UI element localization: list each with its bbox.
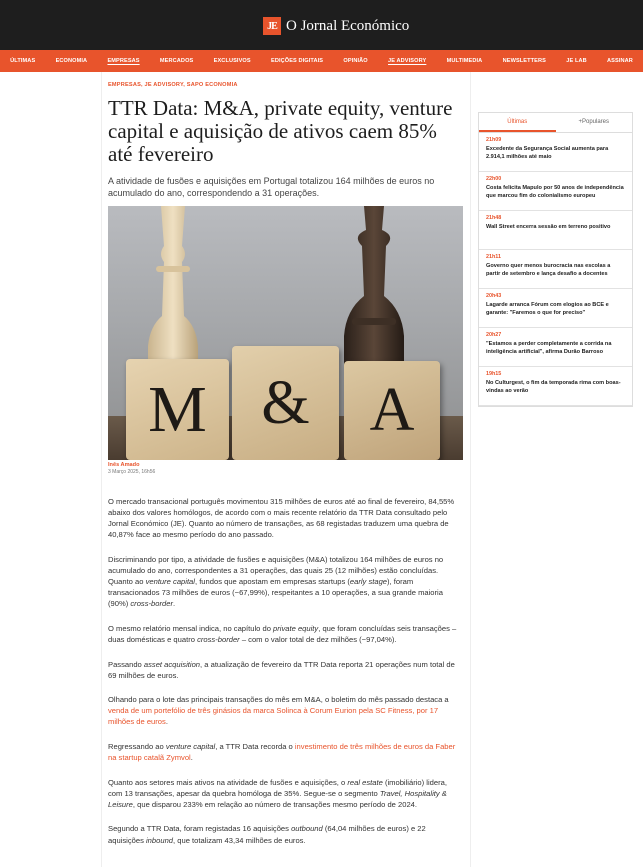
article [108, 78, 463, 859]
sidebar-tabs [478, 112, 633, 133]
article-paragraph: Segundo a TTR Data, foram registadas 16 aquisições outbound (64,04 milhões de euros) e 22 aquisições inbound, que totalizam 43,34 milhões de euros. [108, 824, 426, 845]
news-headline[interactable]: Costa felicita Mapulo por 50 anos de independência que marcou fim do colonialismo europeu [486, 185, 624, 199]
nav-item-economia[interactable]: ECONOMIA [55, 58, 88, 64]
zymvol-investment-link[interactable]: investimento de três milhões de euros da Faber na startup catalã Zymvol [108, 742, 456, 763]
tab-ultimas[interactable]: Últimas [479, 113, 556, 132]
nav-item-multimedia[interactable]: MULTIMEDIA [446, 58, 483, 64]
news-headline[interactable]: No Culturgest, o fim da temporada rima com boas-vindas ao verão [486, 380, 621, 394]
wooden-cube-m: M [126, 359, 229, 460]
article-author[interactable]: Inês Amado [108, 462, 140, 468]
list-item[interactable] [479, 328, 632, 367]
nav-item-newsletters[interactable]: NEWSLETTERS [502, 58, 546, 64]
news-time: 19h15 [486, 371, 502, 377]
nav-item-je-advisory[interactable]: JE ADVISORY [388, 58, 427, 64]
article-paragraph: O mercado transacional português movimentou 315 milhões de euros até ao final de fevereiro, 84,55% abaixo dos valores homólogos, de acordo com o mais recente relatório da TTR Data consultado pelo Jornal Económico (JE). Quanto ao número de transações, as 68 registadas traduzem uma quebra de 40,87% face ao mesmo período do ano passado. [108, 497, 455, 540]
nav-item-opiniao[interactable]: OPINIÃO [343, 58, 368, 64]
list-item[interactable] [479, 367, 632, 406]
nav-item-je-lab[interactable]: JE LAB [566, 58, 587, 64]
main-nav [0, 50, 643, 72]
nav-item-mercados[interactable]: MERCADOS [159, 58, 194, 64]
news-time: 20h43 [486, 293, 502, 299]
wooden-cube-a: A [344, 361, 440, 460]
article-kicker[interactable]: EMPRESAS, JE ADVISORY, SAPO ECONOMIA [108, 82, 238, 88]
news-headline[interactable]: Governo quer menos burocracia nas escolas a partir de setembro e lança desafio a docentes [486, 263, 611, 277]
article-hero-image [108, 206, 463, 460]
news-time: 21h11 [486, 254, 501, 260]
news-headline[interactable]: Excedente da Segurança Social aumenta para 2.914,1 milhões até maio [486, 146, 609, 160]
article-headline: TTR Data: M&A, private equity, venture capital e aquisição de ativos caem 85% até fevereiro [108, 96, 453, 166]
article-date: 3 Março 2025, 16h56 [108, 469, 156, 475]
news-headline[interactable]: Wall Street encerra sessão em terreno positivo [486, 224, 611, 230]
article-paragraph: Passando asset acquisition, a atualização de fevereiro da TTR Data reporta 21 operações num total de 69 milhões de euros. [108, 659, 455, 680]
logo-mark-icon: JE [263, 17, 281, 35]
logo-text: O Jornal Económico [286, 17, 410, 34]
article-body [108, 496, 463, 846]
article-paragraph: O mesmo relatório mensal indica, no capítulo do private equity, que foram concluídas seis transações – duas domésticas e quatro cross-border – com o valor total de dez milhões (−97,04%). [108, 623, 457, 644]
dark-chess-pawn-icon [340, 206, 408, 376]
left-divider [101, 72, 102, 867]
list-item[interactable] [479, 289, 632, 328]
news-headline[interactable]: Lagarde arranca Fórum com elogios ao BCE e garante: "Faremos o que for preciso" [486, 302, 609, 316]
solinca-deal-link[interactable]: venda de um portefólio de três ginásios da marca Solinca à Corum Eurion pela SC Fitness, por 17 milhões de euros [108, 706, 439, 727]
nav-item-edicoes-digitais[interactable]: EDIÇÕES DIGITAIS [270, 58, 324, 64]
list-item[interactable] [479, 211, 632, 250]
list-item[interactable] [479, 250, 632, 289]
wooden-cube-ampersand: & [232, 346, 339, 460]
news-time: 21h09 [486, 137, 502, 143]
article-paragraph: Discriminando por tipo, a atividade de fusões e aquisições (M&A) totalizou 164 milhões de euros no acumulado do ano, correspondentes a 31 operações, das quais 25 (12 milhões) estão concluídas. Quanto ao venture capital, fundos que apostam em empresas startups (early stage), foram transacionados 73 milhões de euros (−67,99%), respeitantes a 10 operações, a sua grande maioria (90%) cross-border. [108, 554, 444, 609]
news-time: 20h27 [486, 332, 502, 338]
sidebar-latest-news [478, 112, 633, 407]
article-paragraph: Olhando para o lote das principais transações do mês em M&A, o boletim do mês passado destaca a venda de um portefólio de três ginásios da marca Solinca à Corum Eurion pela SC Fitness, por 17 milhões de euros. [108, 695, 449, 727]
news-headline[interactable]: "Estamos a perder completamente a corrida na inteligência artificial", afirma Durão Barroso [486, 341, 612, 355]
top-header [0, 0, 643, 50]
article-paragraph: Regressando ao venture capital, a TTR Data recorda o investimento de três milhões de euros da Faber na startup catalã Zymvol. [108, 742, 456, 763]
list-item[interactable] [479, 133, 632, 172]
news-time: 21h48 [486, 215, 502, 221]
sidebar-list [478, 133, 633, 407]
article-lead: A atividade de fusões e aquisições em Portugal totalizou 164 milhões de euros no acumulado do ano, correspondendo a 31 operações. [108, 176, 435, 198]
nav-item-assinar[interactable]: ASSINAR [607, 58, 633, 64]
right-divider [470, 72, 471, 867]
nav-item-exclusivos[interactable]: EXCLUSIVOS [213, 58, 251, 64]
light-chess-pawn-icon [146, 206, 200, 376]
article-paragraph: Quanto aos setores mais ativos na atividade de fusões e aquisições, o real estate (imobiliário) lidera, com 13 transações, apesar da quebra homóloga de 35%. Segue-se o segmento Travel, Hospitality & Leisure, que disparou 233% em relação ao número de transações mesmo período de 2024. [108, 777, 447, 809]
nav-item-empresas[interactable]: EMPRESAS [107, 58, 140, 64]
news-time: 22h00 [486, 176, 502, 182]
site-logo[interactable] [263, 16, 409, 36]
list-item[interactable] [479, 172, 632, 211]
tab-populares[interactable]: +Populares [578, 119, 610, 125]
nav-item-ultimas[interactable]: ÚLTIMAS [10, 58, 36, 64]
